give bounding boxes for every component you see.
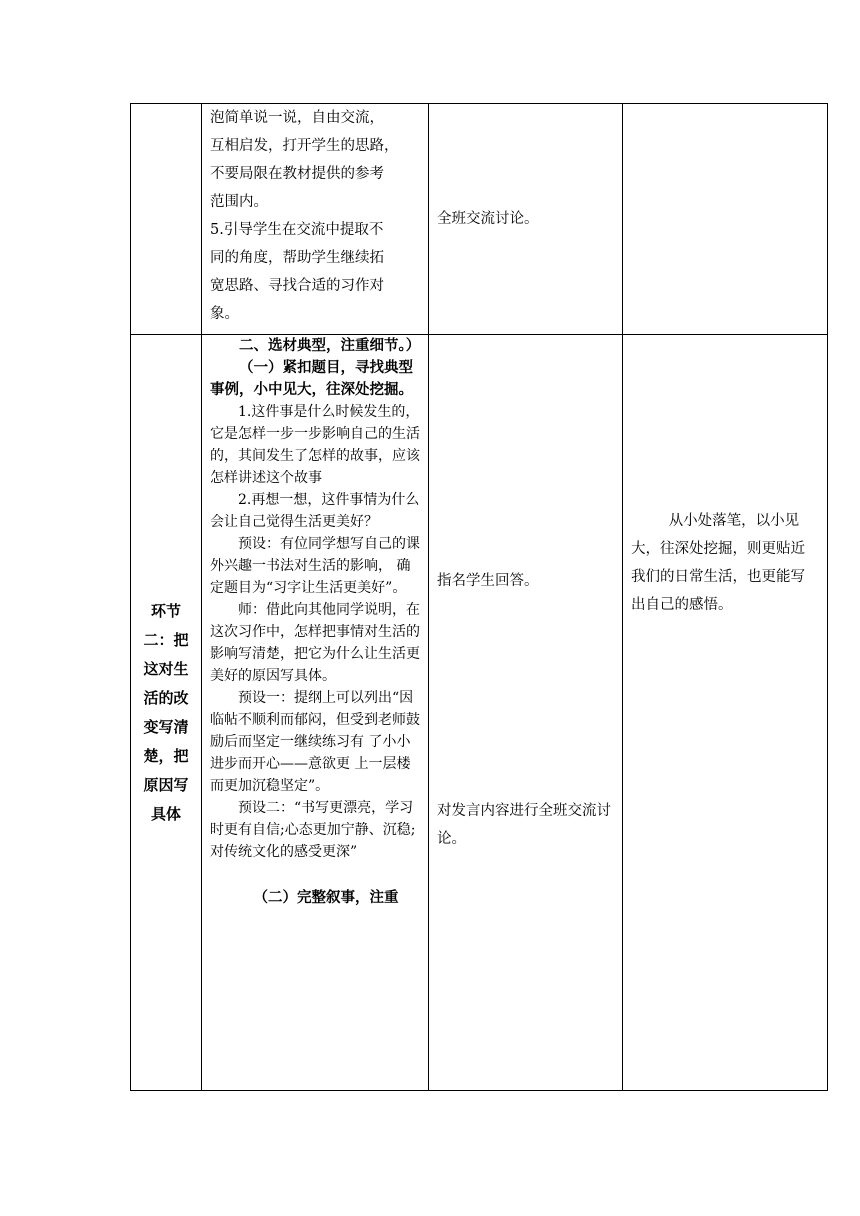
question-1: 1.这件事是什么时候发生的，它是怎样一步一步影响自己的生活的，其间发生了怎样的故事，应该怎样讲述这个故事 [210,404,420,486]
text-line: 泡简单说一说，自由交流， [210,110,384,126]
table-row [131,335,828,1091]
student-activity-answer: 指名学生回答。 [437,573,539,589]
text-line: 不要局限在教材提供的参考 [210,166,384,182]
text-line: 宽思路、寻找合适的习作对 [210,278,384,294]
subsection-heading-2: （二）完整叙事，注重 [253,889,399,906]
stage-label: 环节二：把这对生活的改变写清楚，把原因写具体 [143,601,189,823]
student-activity-text: 全班交流讨论。 [437,211,539,227]
preset-text: 预设：有位同学想写自己的课外兴趣一书法对生活的影响， 确定题目为“习字让生活更美好”。 [210,536,420,596]
student-activity-discussion: 对发言内容进行全班交流讨论。 [437,803,611,847]
preset-two-text: 预设二：“书写更漂亮，学习时更有自信;心态更加宁静、沉稳;对传统文化的感受更深” [210,800,416,860]
text-line: 象。 [210,306,239,322]
student-activity-cell [429,104,623,335]
design-intent-cell [623,335,828,1091]
section-heading: 二、选材典型，注重细节。） [239,337,421,354]
teacher-activity-cell [202,335,429,1091]
stage-cell-empty [131,104,202,335]
text-line: 范围内。 [210,194,268,210]
text-line: 互相启发，打开学生的思路， [210,138,399,154]
preset-one-text: 预设一：提纲上可以列出“因临帖不顺利而郁闷，但受到老师鼓励后而坚定一继续练习有 了小小进步而开心——意欲更 上一层楼而更加沉稳坚定”。 [210,690,420,794]
text-line: 5.引导学生在交流中提取不 [210,222,384,238]
design-intent-text: 从小处落笔，以小见大，往深处挖掘，则更贴近我们的日常生活，也更能写出自己的感悟。 [631,513,805,613]
student-activity-cell [429,335,623,1091]
stage-label-cell [131,335,202,1091]
text-line: 同的角度，帮助学生继续拓 [210,250,384,266]
lesson-plan-table [130,103,828,1091]
question-2: 2.再想一想，这件事情为什么会让自己觉得生活更美好？ [210,492,420,530]
design-intent-cell [623,104,828,335]
teacher-text: 师：借此向其他同学说明，在这次习作中，怎样把事情对生活的影响写清楚，把它为什么让生活更美好的原因写具体。 [210,602,420,684]
subsection-heading: （一）紧扣题目，寻找典型事例，小中见大，往深处挖掘。 [210,359,413,398]
table-row [131,104,828,335]
teacher-activity-cell [202,104,429,335]
